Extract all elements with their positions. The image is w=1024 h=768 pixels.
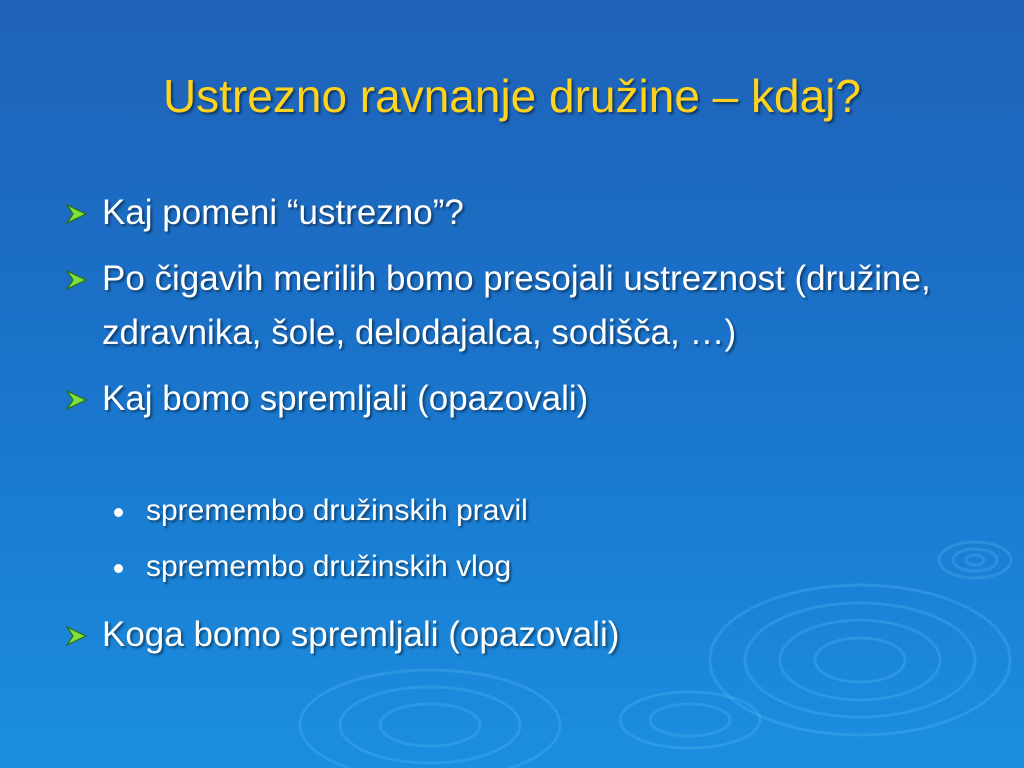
sub-bullet-list [60, 488, 960, 600]
bullet-list-continued [60, 608, 960, 674]
bullet-text: Koga bomo spremljali (opazovali) [102, 615, 620, 654]
bullet-list [60, 186, 960, 438]
dot-bullet-icon [114, 564, 123, 573]
arrow-bullet-icon [64, 203, 90, 225]
arrow-bullet-icon [64, 389, 90, 411]
bullet-text: Po čigavih merilih bomo presojali ustreznost (družine, zdravnika, šole, delodajalca, sodišča, …) [102, 259, 931, 352]
sub-bullet-text: spremembo družinskih pravil [146, 494, 528, 527]
bullet-item [60, 252, 960, 360]
arrow-bullet-icon [64, 269, 90, 291]
bullet-item [60, 372, 960, 426]
bullet-item [60, 608, 960, 662]
sub-bullet-item [60, 488, 960, 534]
sub-bullet-text: spremembo družinskih vlog [146, 550, 512, 583]
arrow-bullet-icon [64, 625, 90, 647]
slide-title: Ustrezno ravnanje družine – kdaj? [162, 70, 862, 122]
bullet-text: Kaj pomeni “ustrezno”? [102, 193, 464, 232]
bullet-text: Kaj bomo spremljali (opazovali) [102, 379, 589, 418]
bullet-item [60, 186, 960, 240]
dot-bullet-icon [114, 508, 123, 517]
sub-bullet-item [60, 544, 960, 590]
